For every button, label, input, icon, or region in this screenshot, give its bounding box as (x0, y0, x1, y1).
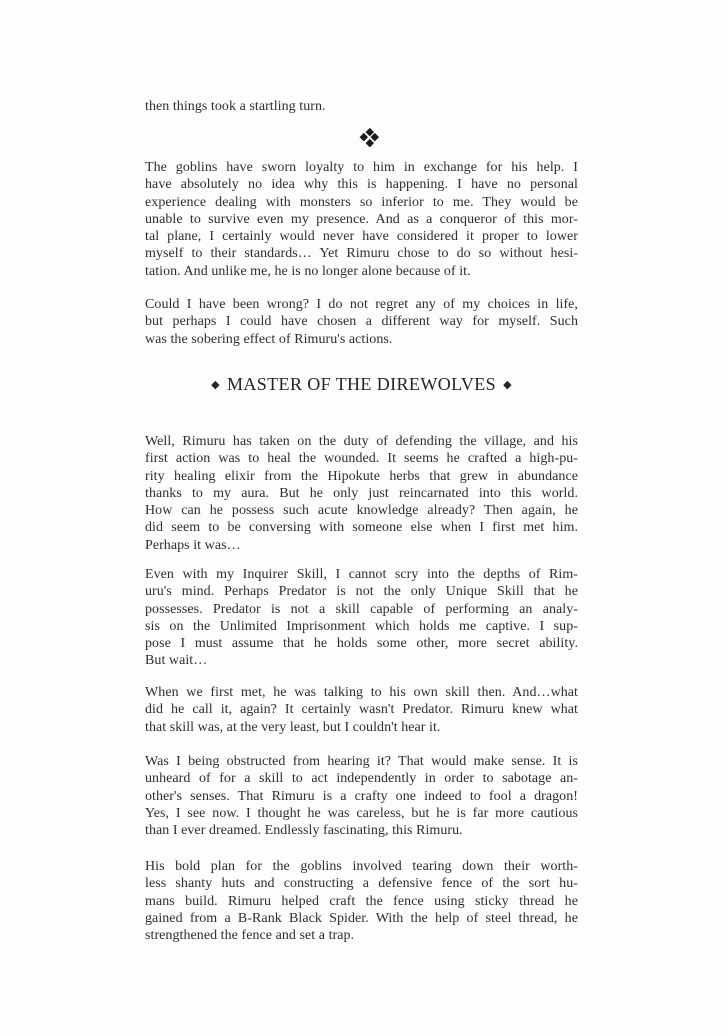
text-line: strengthened the fence and set a trap. (145, 928, 355, 944)
text-line: Even with my Inquirer Skill, I cannot scry into the depths of Rim- (145, 567, 578, 582)
diamond-shape-icon (360, 133, 368, 141)
section-heading-text: MASTER OF THE DIREWOLVES (226, 374, 497, 394)
text-line: other's senses. That Rimuru is a crafty one indeed to fool a dragon! (145, 788, 578, 804)
text-line: When we first met, he was talking to his own skill then. And…what (145, 685, 578, 700)
text-line: His bold plan for the goblins involved tearing down their worth- (145, 859, 578, 874)
section-heading (145, 374, 578, 395)
text-line: mans build. Rimuru helped craft the fence using sticky thread he (145, 893, 578, 909)
text-line: less shanty huts and constructing a defensive fence of the sort hu- (145, 876, 578, 892)
text-line: Yes, I see now. I thought he was careless, but he is far more cautious (145, 805, 578, 821)
text-line: tal plane, I certainly would never have considered it proper to lower (145, 229, 578, 245)
text-line: unable to survive even my presence. And as a conqueror of this mor- (145, 211, 578, 227)
paragraph (145, 566, 578, 670)
scene-break-ornament (361, 128, 379, 146)
text-line: Perhaps it was… (145, 537, 241, 553)
continuation-line (145, 98, 578, 115)
text-line: have absolutely no idea why this is happening. I have no personal (145, 177, 578, 193)
heading-diamond-right-icon: ◆ (503, 378, 512, 391)
text-line: gained from a B-Rank Black Spider. With the help of steel thread, he (145, 910, 578, 926)
text-line: uru's mind. Perhaps Predator is not the only Unique Skill that he (145, 584, 578, 600)
text-line: possesses. Predator is not a skill capable of performing an analy- (145, 601, 578, 617)
text-line: did seem to be conversing with someone else when I first met him. (145, 520, 578, 536)
text-line: than I ever dreamed. Endlessly fascinating, this Rimuru. (145, 823, 463, 839)
text-line: thanks to my aura. But he only just reincarnated into this world. (145, 485, 578, 501)
diamond-shape-icon (371, 133, 379, 141)
paragraph (145, 296, 578, 348)
text-line: sis on the Unlimited Imprisonment which holds me captive. I sup- (145, 618, 578, 634)
paragraph (145, 433, 578, 554)
text-line: unheard of for a skill to act independently in order to sabotage an- (145, 771, 578, 787)
text-line: The goblins have sworn loyalty to him in exchange for his help. I (145, 160, 578, 175)
text-line: pose I must assume that he holds some other, more secret ability. (145, 636, 578, 652)
heading-diamond-left-icon: ◆ (211, 378, 220, 391)
paragraph (145, 159, 578, 280)
text-line: Was I being obstructed from hearing it? That would make sense. It is (145, 754, 578, 769)
text-line: experience dealing with monsters so inferior to me. They would be (145, 194, 578, 210)
text-line: tation. And unlike me, he is no longer alone because of it. (145, 263, 471, 279)
text-line: But wait… (145, 653, 208, 669)
text-line: then things took a startling turn. (145, 99, 326, 114)
paragraph (145, 858, 578, 944)
text-line: myself to their standards… Yet Rimuru chose to do so without hesi- (145, 246, 578, 262)
text-line: Well, Rimuru has taken on the duty of defending the village, and his (145, 434, 578, 449)
text-line: that skill was, at the very least, but I couldn't hear it. (145, 719, 441, 735)
text-line: but perhaps I could have chosen a different way for myself. Such (145, 314, 578, 330)
diamond-shape-icon (366, 139, 374, 147)
paragraph (145, 753, 578, 839)
text-line: first action was to heal the wounded. It seems he crafted a high-pu- (145, 451, 578, 467)
text-line: How can he possess such acute knowledge already? Then again, he (145, 503, 578, 519)
text-line: was the sobering effect of Rimuru's actions. (145, 331, 393, 347)
text-line: did he call it, again? It certainly wasn't Predator. Rimuru knew what (145, 702, 578, 718)
text-line: rity healing elixir from the Hipokute herbs that grew in abundance (145, 468, 578, 484)
text-line: Could I have been wrong? I do not regret any of my choices in life, (145, 297, 578, 312)
paragraph (145, 684, 578, 736)
text-column (145, 0, 578, 1036)
